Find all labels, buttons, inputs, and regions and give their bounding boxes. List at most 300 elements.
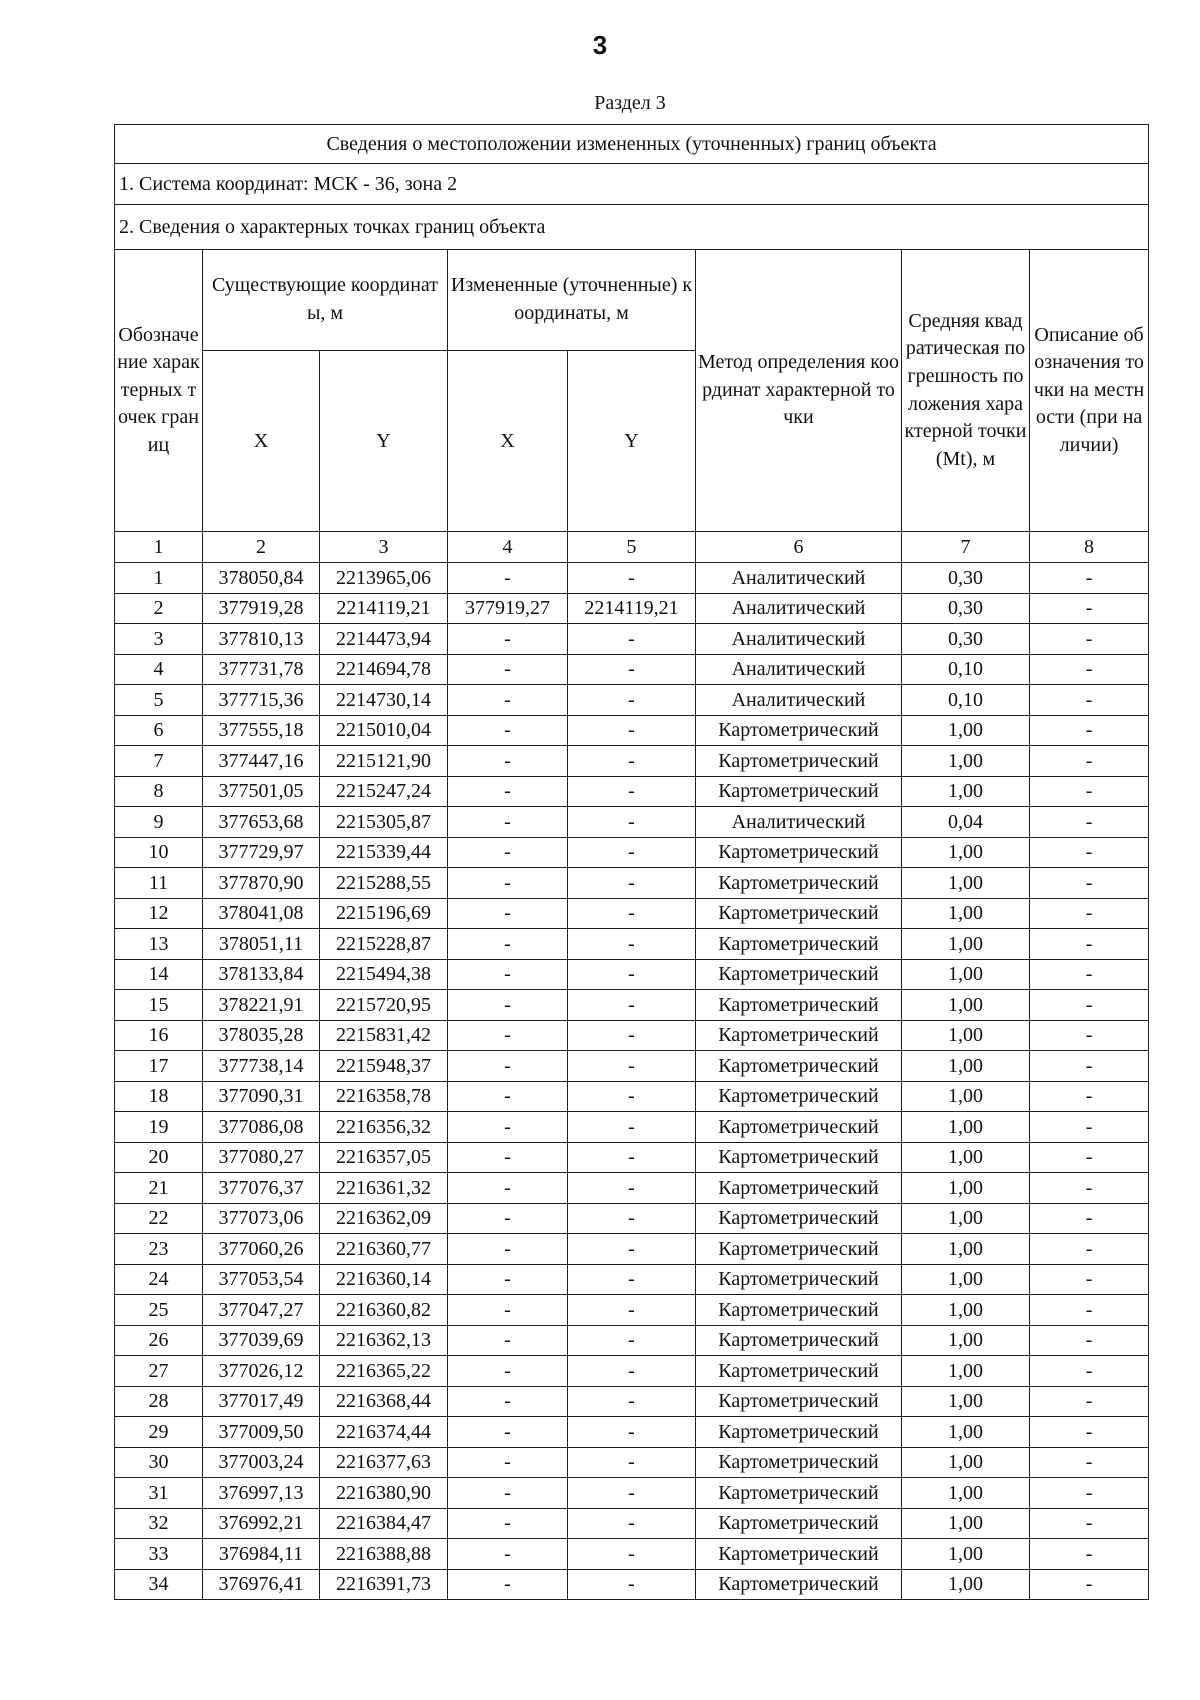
changed-y-cell: - [568,959,696,990]
table-row [115,1325,1149,1356]
changed-x-cell: - [448,1386,568,1417]
point-number-cell: 20 [115,1142,203,1173]
table-row [115,1478,1149,1509]
point-number-cell: 9 [115,807,203,838]
existing-y-cell: 2215948,37 [320,1051,448,1082]
changed-y-cell: - [568,1447,696,1478]
table-title: Сведения о местоположении измененных (уточненных) границ объекта [115,125,1149,164]
point-description-cell: - [1030,1508,1149,1539]
method-cell: Картометрический [696,898,902,929]
point-description-cell: - [1030,1539,1149,1570]
point-description-cell: - [1030,776,1149,807]
column-number: 6 [696,532,902,563]
point-number-cell: 21 [115,1173,203,1204]
changed-y-cell: - [568,1234,696,1265]
table-row [115,746,1149,777]
existing-x-cell: 377731,78 [203,654,320,685]
changed-y-cell: - [568,1508,696,1539]
changed-x-cell: - [448,1295,568,1326]
mean-square-error-cell: 1,00 [902,1051,1030,1082]
changed-y-cell: - [568,685,696,716]
point-description-cell: - [1030,1356,1149,1387]
changed-x-cell: - [448,746,568,777]
point-number-cell: 34 [115,1569,203,1600]
table-row [115,1569,1149,1600]
point-description-cell: - [1030,685,1149,716]
mean-square-error-cell: 1,00 [902,1081,1030,1112]
point-description-cell: - [1030,1447,1149,1478]
method-cell: Картометрический [696,1447,902,1478]
table-row [115,1508,1149,1539]
method-cell: Картометрический [696,990,902,1021]
existing-y-cell: 2216380,90 [320,1478,448,1509]
table-row [115,1356,1149,1387]
existing-x-cell: 377017,49 [203,1386,320,1417]
point-number-cell: 27 [115,1356,203,1387]
mean-square-error-cell: 1,00 [902,1325,1030,1356]
changed-x-cell: - [448,1203,568,1234]
point-number-cell: 2 [115,593,203,624]
changed-x-cell: - [448,807,568,838]
point-description-cell: - [1030,959,1149,990]
existing-y-cell: 2216384,47 [320,1508,448,1539]
existing-y-cell: 2213965,06 [320,563,448,594]
method-cell: Картометрический [696,1569,902,1600]
changed-y-cell: - [568,776,696,807]
changed-x-cell: - [448,898,568,929]
mean-square-error-cell: 0,30 [902,624,1030,655]
table-row [115,1081,1149,1112]
changed-y-cell: - [568,563,696,594]
existing-x-cell: 377009,50 [203,1417,320,1448]
point-description-cell: - [1030,837,1149,868]
mean-square-error-cell: 0,30 [902,593,1030,624]
existing-y-cell: 2216362,13 [320,1325,448,1356]
changed-x-cell: - [448,624,568,655]
changed-x-cell: - [448,1051,568,1082]
header-description: Описание обозначения точки на местности (при наличии) [1030,250,1149,532]
method-cell: Картометрический [696,1081,902,1112]
changed-x-cell: - [448,715,568,746]
point-description-cell: - [1030,929,1149,960]
table-row [115,1539,1149,1570]
column-number-row [115,532,1149,563]
changed-x-cell: - [448,654,568,685]
changed-y-cell: - [568,1264,696,1295]
point-number-cell: 8 [115,776,203,807]
changed-x-cell: - [448,1081,568,1112]
existing-y-cell: 2216360,82 [320,1295,448,1326]
point-number-cell: 11 [115,868,203,899]
mean-square-error-cell: 1,00 [902,776,1030,807]
point-description-cell: - [1030,1478,1149,1509]
table-row [115,1234,1149,1265]
method-cell: Картометрический [696,746,902,777]
point-description-cell: - [1030,1203,1149,1234]
existing-x-cell: 377729,97 [203,837,320,868]
mean-square-error-cell: 1,00 [902,1478,1030,1509]
point-description-cell: - [1030,624,1149,655]
existing-y-cell: 2216391,73 [320,1569,448,1600]
column-number: 1 [115,532,203,563]
existing-y-cell: 2215720,95 [320,990,448,1021]
existing-x-cell: 378041,08 [203,898,320,929]
point-description-cell: - [1030,715,1149,746]
existing-y-cell: 2216377,63 [320,1447,448,1478]
column-number: 2 [203,532,320,563]
existing-x-cell: 377060,26 [203,1234,320,1265]
point-number-cell: 1 [115,563,203,594]
table-row [115,624,1149,655]
changed-x-cell: - [448,868,568,899]
method-cell: Картометрический [696,1417,902,1448]
point-number-cell: 14 [115,959,203,990]
changed-y-cell: - [568,1051,696,1082]
changed-y-cell: - [568,654,696,685]
existing-x-cell: 378051,11 [203,929,320,960]
existing-x-cell: 377447,16 [203,746,320,777]
point-number-cell: 33 [115,1539,203,1570]
method-cell: Картометрический [696,1508,902,1539]
column-number: 7 [902,532,1030,563]
changed-x-cell: - [448,1356,568,1387]
point-description-cell: - [1030,1234,1149,1265]
mean-square-error-cell: 1,00 [902,715,1030,746]
changed-y-cell: - [568,807,696,838]
changed-y-cell: - [568,1569,696,1600]
existing-x-cell: 377715,36 [203,685,320,716]
changed-y-cell: - [568,1173,696,1204]
changed-y-cell: - [568,837,696,868]
point-number-cell: 17 [115,1051,203,1082]
existing-y-cell: 2216374,44 [320,1417,448,1448]
existing-x-cell: 377738,14 [203,1051,320,1082]
existing-x-cell: 377653,68 [203,807,320,838]
mean-square-error-cell: 1,00 [902,898,1030,929]
method-cell: Аналитический [696,624,902,655]
point-description-cell: - [1030,868,1149,899]
table-row [115,1264,1149,1295]
mean-square-error-cell: 1,00 [902,929,1030,960]
changed-x-cell: 377919,27 [448,593,568,624]
existing-x-cell: 377003,24 [203,1447,320,1478]
table-row [115,1173,1149,1204]
method-cell: Аналитический [696,563,902,594]
changed-x-cell: - [448,1264,568,1295]
changed-y-cell: - [568,1356,696,1387]
changed-x-cell: - [448,1478,568,1509]
table-row [115,1386,1149,1417]
mean-square-error-cell: 1,00 [902,1386,1030,1417]
method-cell: Картометрический [696,1112,902,1143]
existing-x-cell: 377076,37 [203,1173,320,1204]
column-number: 4 [448,532,568,563]
method-cell: Картометрический [696,959,902,990]
point-description-cell: - [1030,1081,1149,1112]
point-number-cell: 10 [115,837,203,868]
existing-x-cell: 377810,13 [203,624,320,655]
existing-y-cell: 2216365,22 [320,1356,448,1387]
boundary-points-table [114,124,1149,1600]
mean-square-error-cell: 1,00 [902,837,1030,868]
changed-x-cell: - [448,776,568,807]
point-description-cell: - [1030,1417,1149,1448]
point-description-cell: - [1030,654,1149,685]
mean-square-error-cell: 1,00 [902,959,1030,990]
existing-x-cell: 377555,18 [203,715,320,746]
existing-y-cell: 2216362,09 [320,1203,448,1234]
existing-y-cell: 2216360,77 [320,1234,448,1265]
existing-y-cell: 2216357,05 [320,1142,448,1173]
point-number-cell: 18 [115,1081,203,1112]
table-row [115,1112,1149,1143]
changed-x-cell: - [448,1142,568,1173]
method-cell: Картометрический [696,1264,902,1295]
existing-y-cell: 2215288,55 [320,868,448,899]
table-row [115,1142,1149,1173]
method-cell: Картометрический [696,1539,902,1570]
existing-y-cell: 2215494,38 [320,959,448,990]
existing-y-cell: 2215339,44 [320,837,448,868]
changed-x-cell: - [448,837,568,868]
point-number-cell: 3 [115,624,203,655]
point-description-cell: - [1030,1142,1149,1173]
existing-x-cell: 377086,08 [203,1112,320,1143]
existing-y-cell: 2215010,04 [320,715,448,746]
table-row [115,715,1149,746]
point-description-cell: - [1030,1051,1149,1082]
existing-x-cell: 377090,31 [203,1081,320,1112]
changed-x-cell: - [448,685,568,716]
changed-y-cell: - [568,1203,696,1234]
method-cell: Картометрический [696,1386,902,1417]
point-number-cell: 13 [115,929,203,960]
changed-x-cell: - [448,1508,568,1539]
changed-x-cell: - [448,929,568,960]
table-row [115,654,1149,685]
table-row [115,776,1149,807]
table-row [115,837,1149,868]
existing-x-cell: 376992,21 [203,1508,320,1539]
mean-square-error-cell: 1,00 [902,1020,1030,1051]
existing-y-cell: 2216356,32 [320,1112,448,1143]
method-cell: Картометрический [696,1142,902,1173]
changed-x-cell: - [448,1173,568,1204]
mean-square-error-cell: 1,00 [902,1539,1030,1570]
existing-y-cell: 2215228,87 [320,929,448,960]
column-number: 3 [320,532,448,563]
point-number-cell: 12 [115,898,203,929]
method-cell: Картометрический [696,1478,902,1509]
existing-x-cell: 376984,11 [203,1539,320,1570]
table-row [115,1417,1149,1448]
changed-y-cell: - [568,1417,696,1448]
point-description-cell: - [1030,1386,1149,1417]
existing-y-cell: 2216368,44 [320,1386,448,1417]
point-description-cell: - [1030,1569,1149,1600]
changed-y-cell: - [568,868,696,899]
mean-square-error-cell: 0,04 [902,807,1030,838]
table-row [115,1447,1149,1478]
method-cell: Картометрический [696,929,902,960]
point-number-cell: 22 [115,1203,203,1234]
method-cell: Картометрический [696,1325,902,1356]
point-number-cell: 6 [115,715,203,746]
point-number-cell: 16 [115,1020,203,1051]
mean-square-error-cell: 1,00 [902,746,1030,777]
point-number-cell: 4 [115,654,203,685]
point-number-cell: 28 [115,1386,203,1417]
table-row [115,1203,1149,1234]
changed-y-cell: - [568,929,696,960]
point-number-cell: 32 [115,1508,203,1539]
mean-square-error-cell: 1,00 [902,1508,1030,1539]
mean-square-error-cell: 1,00 [902,1356,1030,1387]
header-designation: Обозначение характерных точек границ [115,250,203,532]
header-changed-y: Y [568,351,696,532]
existing-x-cell: 376997,13 [203,1478,320,1509]
existing-y-cell: 2215831,42 [320,1020,448,1051]
point-description-cell: - [1030,1264,1149,1295]
existing-y-cell: 2216360,14 [320,1264,448,1295]
existing-y-cell: 2215247,24 [320,776,448,807]
existing-y-cell: 2214730,14 [320,685,448,716]
header-error: Средняя квадратическая погрешность положения характерной точки (Mt), м [902,250,1030,532]
mean-square-error-cell: 0,30 [902,563,1030,594]
table-row [115,1295,1149,1326]
mean-square-error-cell: 1,00 [902,1295,1030,1326]
table-row [115,929,1149,960]
table-row [115,898,1149,929]
table-row [115,563,1149,594]
method-cell: Картометрический [696,837,902,868]
point-description-cell: - [1030,898,1149,929]
method-cell: Аналитический [696,807,902,838]
changed-y-cell: 2214119,21 [568,593,696,624]
point-number-cell: 5 [115,685,203,716]
header-existing-y: Y [320,351,448,532]
point-number-cell: 24 [115,1264,203,1295]
method-cell: Картометрический [696,1295,902,1326]
page-number: 3 [592,30,608,60]
existing-y-cell: 2215196,69 [320,898,448,929]
existing-y-cell: 2216361,32 [320,1173,448,1204]
changed-x-cell: - [448,563,568,594]
changed-x-cell: - [448,959,568,990]
coordinate-system: 1. Система координат: МСК - 36, зона 2 [115,164,1149,205]
changed-x-cell: - [448,990,568,1021]
point-number-cell: 29 [115,1417,203,1448]
method-cell: Картометрический [696,1234,902,1265]
section-label: Раздел 3 [594,92,666,114]
column-number: 8 [1030,532,1149,563]
method-cell: Аналитический [696,654,902,685]
existing-y-cell: 2214119,21 [320,593,448,624]
changed-y-cell: - [568,746,696,777]
existing-x-cell: 378050,84 [203,563,320,594]
point-description-cell: - [1030,1020,1149,1051]
point-description-cell: - [1030,1112,1149,1143]
existing-x-cell: 378221,91 [203,990,320,1021]
mean-square-error-cell: 1,00 [902,1447,1030,1478]
table-row [115,959,1149,990]
existing-x-cell: 377039,69 [203,1325,320,1356]
point-number-cell: 15 [115,990,203,1021]
method-cell: Картометрический [696,1356,902,1387]
mean-square-error-cell: 1,00 [902,1203,1030,1234]
existing-y-cell: 2215305,87 [320,807,448,838]
point-number-cell: 26 [115,1325,203,1356]
existing-x-cell: 377080,27 [203,1142,320,1173]
changed-y-cell: - [568,898,696,929]
method-cell: Картометрический [696,1173,902,1204]
point-description-cell: - [1030,746,1149,777]
mean-square-error-cell: 0,10 [902,685,1030,716]
point-description-cell: - [1030,593,1149,624]
header-method: Метод определения координат характерной точки [696,250,902,532]
changed-x-cell: - [448,1447,568,1478]
table-row [115,868,1149,899]
method-cell: Картометрический [696,1051,902,1082]
changed-x-cell: - [448,1112,568,1143]
mean-square-error-cell: 1,00 [902,1173,1030,1204]
changed-x-cell: - [448,1020,568,1051]
method-cell: Картометрический [696,868,902,899]
changed-y-cell: - [568,990,696,1021]
existing-y-cell: 2214694,78 [320,654,448,685]
changed-y-cell: - [568,1386,696,1417]
changed-y-cell: - [568,715,696,746]
table-row [115,593,1149,624]
table-row [115,1020,1149,1051]
method-cell: Картометрический [696,715,902,746]
method-cell: Аналитический [696,593,902,624]
method-cell: Аналитический [696,685,902,716]
point-number-cell: 7 [115,746,203,777]
changed-y-cell: - [568,1295,696,1326]
existing-x-cell: 378035,28 [203,1020,320,1051]
existing-x-cell: 377870,90 [203,868,320,899]
mean-square-error-cell: 1,00 [902,1142,1030,1173]
column-number: 5 [568,532,696,563]
existing-y-cell: 2216388,88 [320,1539,448,1570]
existing-y-cell: 2214473,94 [320,624,448,655]
changed-x-cell: - [448,1325,568,1356]
point-description-cell: - [1030,1173,1149,1204]
changed-x-cell: - [448,1417,568,1448]
changed-y-cell: - [568,1142,696,1173]
point-number-cell: 25 [115,1295,203,1326]
existing-x-cell: 377047,27 [203,1295,320,1326]
changed-y-cell: - [568,1325,696,1356]
existing-x-cell: 378133,84 [203,959,320,990]
table-row [115,685,1149,716]
mean-square-error-cell: 1,00 [902,1112,1030,1143]
mean-square-error-cell: 0,10 [902,654,1030,685]
changed-x-cell: - [448,1234,568,1265]
existing-y-cell: 2215121,90 [320,746,448,777]
changed-y-cell: - [568,1020,696,1051]
changed-y-cell: - [568,624,696,655]
mean-square-error-cell: 1,00 [902,1234,1030,1265]
point-number-cell: 30 [115,1447,203,1478]
existing-y-cell: 2216358,78 [320,1081,448,1112]
changed-x-cell: - [448,1539,568,1570]
point-number-cell: 19 [115,1112,203,1143]
changed-y-cell: - [568,1081,696,1112]
table-row [115,1051,1149,1082]
existing-x-cell: 377919,28 [203,593,320,624]
